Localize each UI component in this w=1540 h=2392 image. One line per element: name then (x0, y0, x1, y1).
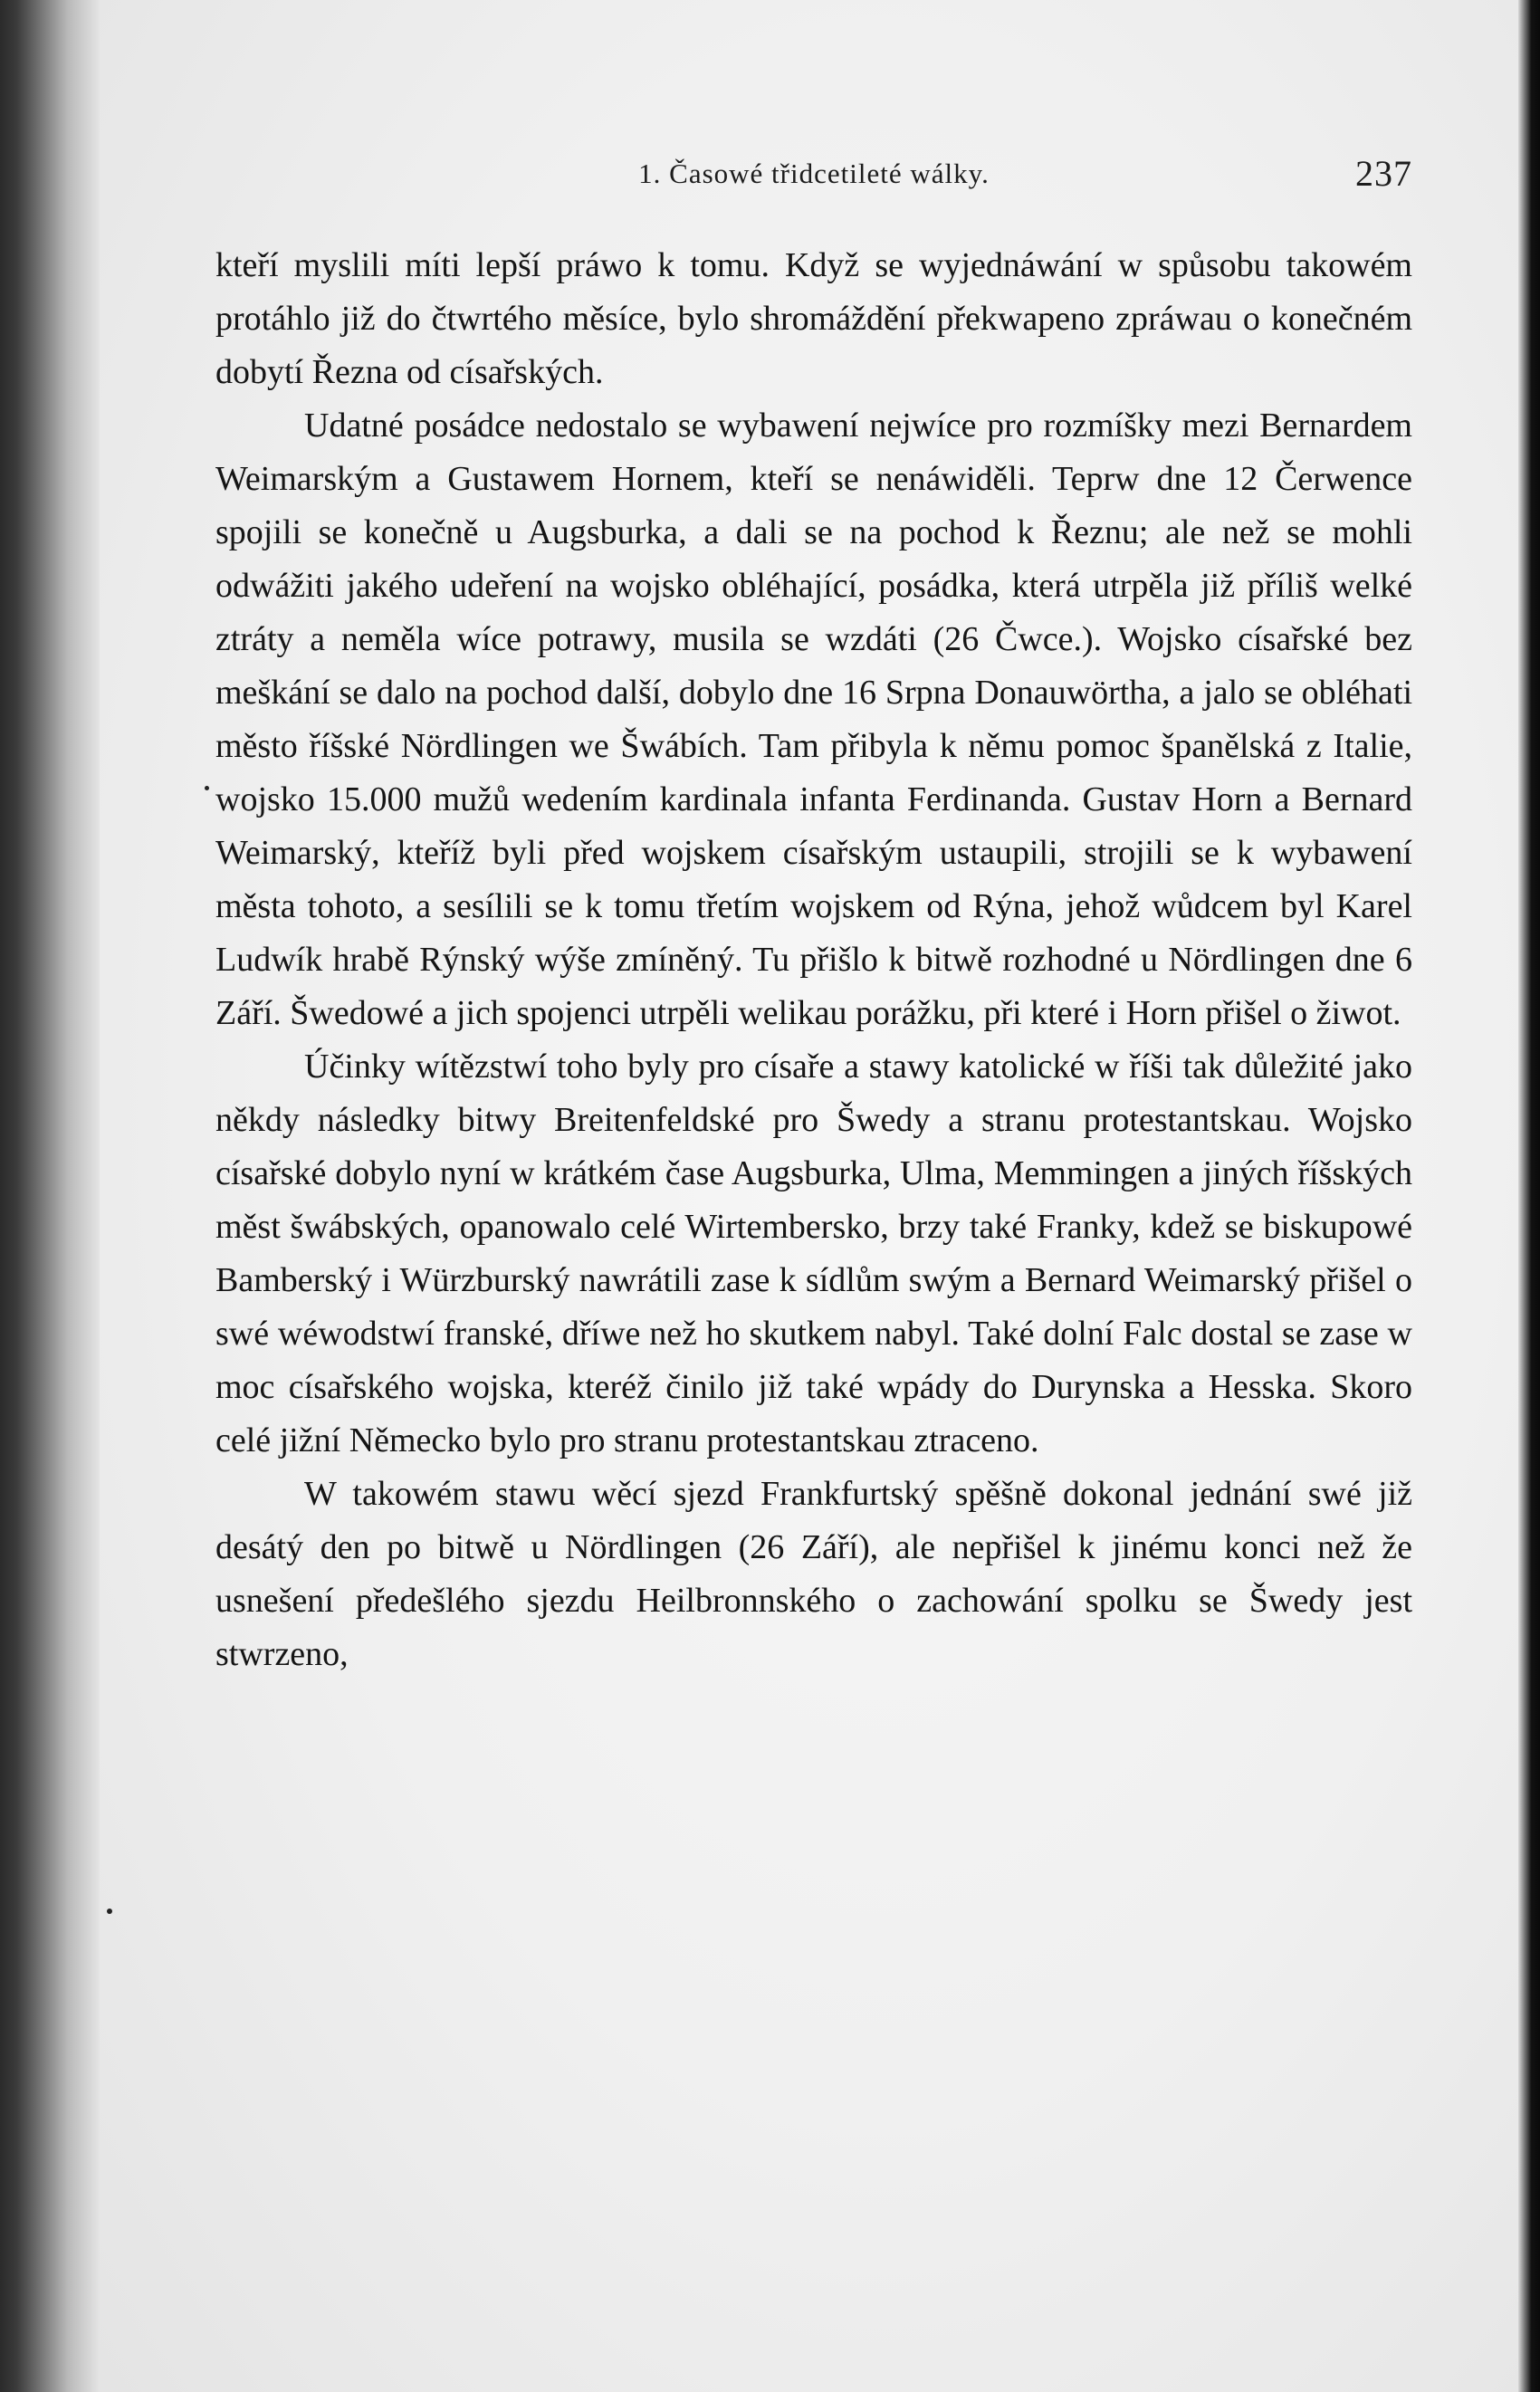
paragraph-3: Účinky wítězstwí toho byly pro císaře a stawy katolické w říši tak důležité jako někdy následky bitwy Breitenfeldské pro Šwedy a stranu protestantskau. Wojsko císařské dobylo nyní w krátkém čase Augsburka, Ulma, Memmingen a jiných říšských měst šwábských, opanowalo celé Wirtembersko, brzy také Franky, kdež se biskupowé Bamberský i Würzburský nawrátili zase k sídlům swým a Bernard Weimarský přišel o swé wéwodstwí franské, dříwe než ho skutkem nabyl. Také dolní Falc dostal se zase w moc císařského wojska, kteréž činilo již také wpády do Durynska a Hesska. Skoro celé jižní Německo bylo pro stranu protestantskau ztraceno. (215, 1048, 1412, 1459)
page-number: 237 (1355, 153, 1412, 194)
print-speck (205, 786, 209, 790)
book-page (100, 0, 1518, 2392)
page-header (215, 152, 1412, 206)
paragraph-2: Udatné posádce nedostalo se wybawení nejwíce pro rozmíšky mezi Bernardem Weimarským a Gustawem Hornem, kteří se nenáwiděli. Teprw dne 12 Čerwence spojili se konečně u Augsburka, a dali se na pochod k Řeznu; ale než se mohli odwážiti jakého udeření na wojsko obléhající, posádka, která utrpěla již příliš welké ztráty a neměla wíce potrawy, musila se wzdáti (26 Čwce.). Wojsko císařské bez meškání se dalo na pochod další, dobylo dne 16 Srpna Donauwörtha, a jalo se obléhati město říšské Nördlingen we Šwábích. Tam přibyla k němu pomoc španělská z Italie, wojsko 15.000 mužů wedením kardinala infanta Ferdinanda. Gustav Horn a Bernard Weimarský, kteříž byli před wojskem císařským ustaupili, strojili se k wybawení města tohoto, a sesílili se k tomu třetím wojskem od Rýna, jehož wůdcem byl Karel Ludwík hrabě Rýnský wýše zmíněný. Tu přišlo k bitwě rozhodné u Nördlingen dne 6 Září. Šwedowé a jich spojenci utrpěli welikau porážku, při které i Horn přišel o žiwot. (215, 407, 1412, 1032)
scan-edge-left (0, 0, 100, 2392)
print-speck (107, 1909, 112, 1914)
paragraph-1: kteří myslili míti lepší práwo k tomu. Když se wyjednáwání w spůsobu takowém protáhlo již do čtwrtého měsíce, bylo shromáždění překwapeno zpráwau o konečném dobytí Řezna od císařských. (215, 246, 1412, 391)
running-title: 1. Časowé třidcetileté wálky. (638, 158, 990, 189)
scan-edge-right (1518, 0, 1540, 2392)
paragraph-4: W takowém stawu wěcí sjezd Frankfurtský spěšně dokonal jednání swé již desátý den po bitwě u Nördlingen (26 Září), ale nepřišel k jinému konci než že usnešení předešlého sjezdu Heilbronnského o zachowání spolku se Šwedy jest stwrzeno, (215, 1475, 1412, 1673)
body-text (215, 239, 1412, 1681)
